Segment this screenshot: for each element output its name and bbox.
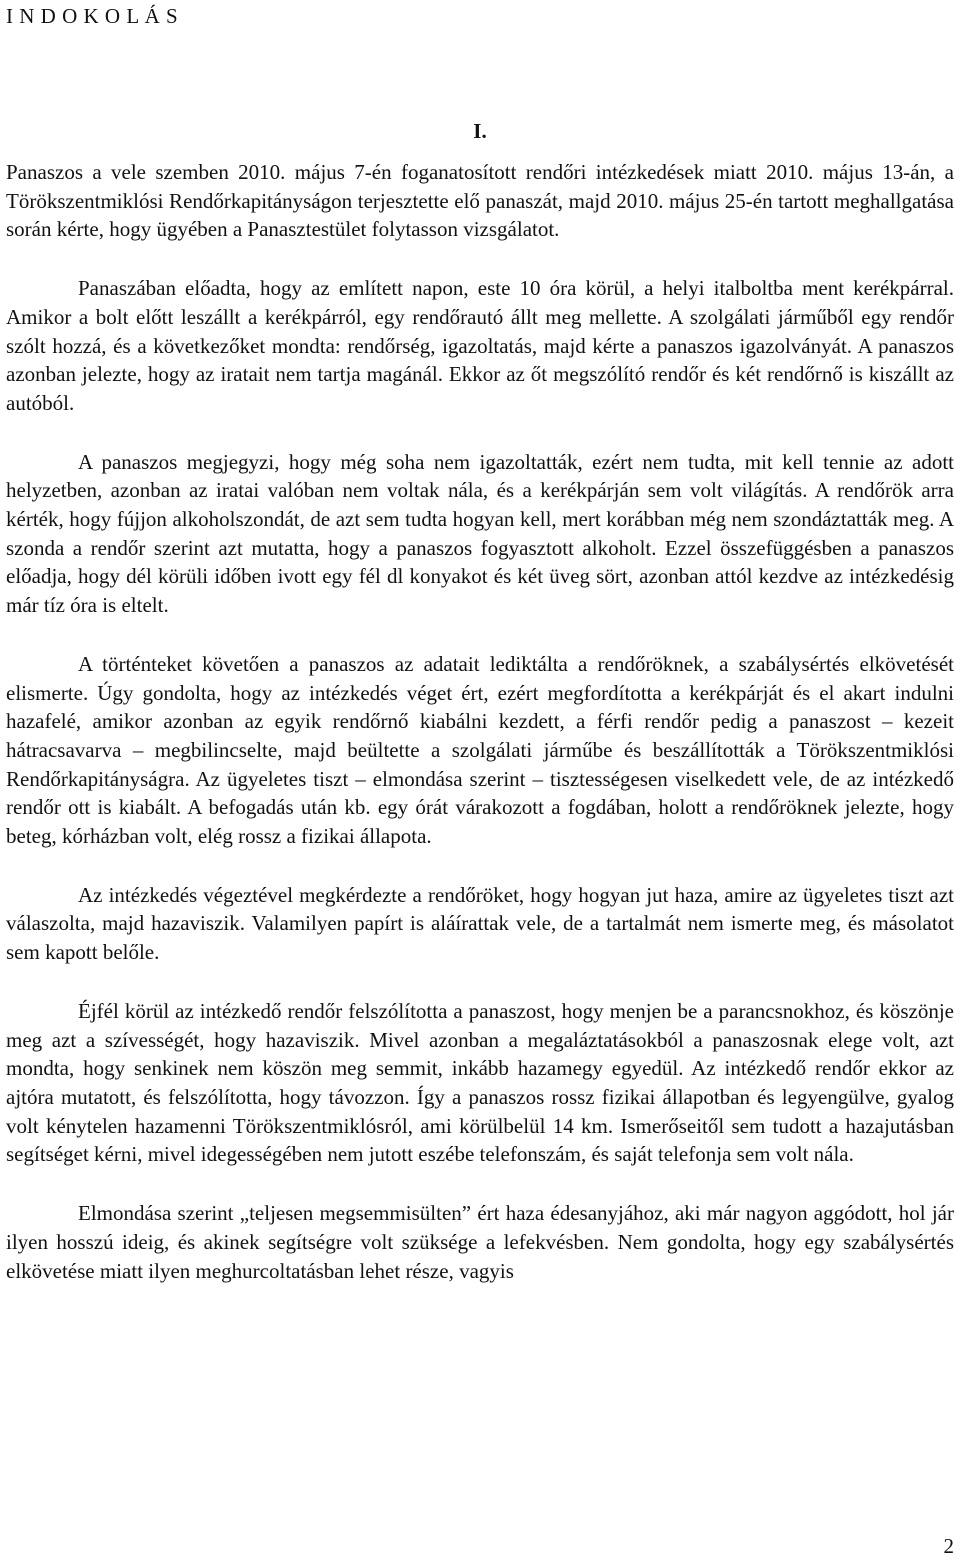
paragraph-3: A panaszos megjegyzi, hogy még soha nem igazoltatták, ezért nem tudta, mit kell tennie az adott helyzetben, azonban az iratai valóban nem voltak nála, és a kerékpárján sem volt világítás. A rendőrök arra kérték, hogy fújjon alkoholszondát, de azt sem tudta hogyan kell, mert korábban még nem szondáztatták meg. A szonda a rendőr szerint azt mutatta, hogy a panaszos fogyasztott alkoholt. Ezzel összefüggésben a panaszos előadja, hogy dél körüli időben ivott egy fél dl konyakot és két üveg sört, azonban attól kezdve az intézkedésig már tíz óra is eltelt. <box>6 449 954 618</box>
page-number: 2 <box>943 1534 954 1558</box>
document-heading: I N D O K O L Á S <box>6 4 179 28</box>
paragraph-5: Az intézkedés végeztével megkérdezte a rendőröket, hogy hogyan jut haza, amire az ügyeletes tiszt azt válaszolta, majd hazaviszik. Valamilyen papírt is aláírattak vele, de a tartalmát nem ismerte meg, és másolatot sem kapott belőle. <box>6 882 954 965</box>
document-body <box>6 158 954 1285</box>
paragraph-4: A történteket követően a panaszos az adatait lediktálta a rendőröknek, a szabálysértés elkövetését elismerte. Úgy gondolta, hogy az intézkedés véget ért, ezért megfordította a kerékpárját és el akart indulni hazafelé, amikor azonban az egyik rendőrnő kiabálni kezdett, a férfi rendőr pedig a panaszost – kezeit hátracsavarva – megbilincselte, majd beültette a szolgálati járműbe és beszállították a Törökszentmiklósi Rendőrkapitányságra. Az ügyeletes tiszt – elmondása szerint – tisztességesen viselkedett vele, de az intézkedő rendőr ott is kiabált. A befogadás után kb. egy órát várakozott a fogdában, holott a rendőröknek jelezte, hogy beteg, kórházban volt, elég rossz a fizikai állapota. <box>6 651 954 849</box>
paragraph-1: Panaszos a vele szemben 2010. május 7-én foganatosított rendőri intézkedések miatt 2010. május 13-án, a Törökszentmiklósi Rendőrkapitányságon terjesztette elő panaszát, majd 2010. május 25-én tartott meghallgatása során kérte, hogy ügyében a Panasztestület folytasson vizsgálatot. <box>6 160 954 242</box>
paragraph-6: Éjfél körül az intézkedő rendőr felszólította a panaszost, hogy menjen be a parancsnokhoz, és köszönje meg azt a szívességét, hogy hazaviszik. Mivel azonban a megaláztatásokból a panaszosnak elege volt, azt mondta, hogy senkinek nem köszön meg semmit, inkább hazamegy egyedül. Az intézkedő rendőr ekkor az ajtóra mutatott, és felszólította, hogy távozzon. Így a panaszos rossz fizikai állapotban és legyengülve, gyalog volt kénytelen hazamenni Törökszentmiklósról, ami körülbelül 14 km. Ismerőseitől sem tudott a hazajutásban segítséget kérni, mivel idegességében nem jutott eszébe telefonszám, és saját telefonja sem volt nála. <box>6 998 954 1167</box>
paragraph-7: Elmondása szerint „teljesen megsemmisülten” ért haza édesanyjához, aki már nagyon aggódott, hol jár ilyen hosszú ideig, és akinek segítségre volt szüksége a lefekvésben. Nem gondolta, hogy egy szabálysértés elkövetése miatt ilyen meghurcoltatásban lehet része, vagyis <box>6 1201 954 1283</box>
section-number: I. <box>473 119 487 143</box>
paragraph-2: Panaszában előadta, hogy az említett napon, este 10 óra körül, a helyi italboltba ment kerékpárral. Amikor a bolt előtt leszállt a kerékpárról, egy rendőrautó állt meg mellette. A szolgálati járműből egy rendőr szólt hozzá, és a következőket mondta: rendőrség, igazoltatás, majd kérte a panaszos igazolványát. A panaszos azonban jelezte, hogy az iratait nem tartja magánál. Ekkor az őt megszólító rendőr és két rendőrnő is kiszállt az autóból. <box>6 276 954 415</box>
